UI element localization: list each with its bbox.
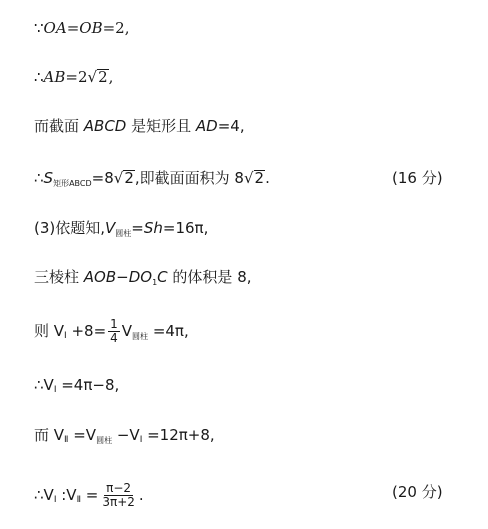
segment-ob: OB: [79, 19, 103, 37]
text-part: 则 V: [34, 322, 65, 340]
line-v2-result: [34, 425, 215, 451]
volume-symbol: V: [121, 322, 133, 340]
text-part: 而截面: [34, 117, 84, 135]
fraction-denominator: 3π+2: [102, 495, 135, 509]
score-16: (16 分): [392, 169, 443, 187]
minus-sign: −: [116, 268, 129, 286]
prism-subscript: 1: [152, 278, 158, 287]
text-part: =V: [68, 426, 97, 444]
volume-subscript: 圆柱: [115, 229, 132, 238]
equals-sign: =: [131, 219, 144, 237]
value-text: =4,: [217, 117, 245, 135]
segment-oa: OA: [43, 19, 67, 37]
text-part: :V: [56, 486, 77, 504]
roman-one: Ⅰ: [139, 435, 143, 445]
line-oa-ob: [34, 18, 129, 38]
prism-aob: AOB: [83, 268, 117, 286]
line-cylinder-volume: [34, 218, 208, 244]
prism-c: C: [157, 268, 168, 286]
line-v1-equation: [34, 318, 189, 347]
text-part: +8=: [66, 322, 107, 340]
line-section-rectangle: [34, 116, 245, 136]
sqrt-radicand: 2: [254, 169, 265, 187]
text-part: 三棱柱: [34, 268, 84, 286]
score-20: (20 分): [392, 483, 443, 501]
volume-symbol: V: [105, 219, 116, 237]
line-ratio: [34, 482, 144, 510]
line-prism-volume: [34, 267, 252, 293]
fraction-numerator: 1: [110, 317, 118, 331]
fraction-numerator: π−2: [106, 481, 132, 495]
shape-abcd: ABCD: [83, 117, 127, 135]
equals-sign: =: [66, 19, 80, 37]
text-part: (3)依题知,: [34, 219, 106, 237]
segment-ab: AB: [43, 68, 66, 86]
line-ab: [34, 67, 113, 87]
text-part: −V: [112, 426, 140, 444]
text-part: 是矩形且: [126, 117, 196, 135]
sqrt-sign: √: [113, 169, 124, 187]
roman-one: Ⅰ: [64, 331, 67, 341]
punctuation: .: [138, 486, 144, 504]
value-text: =2,: [102, 19, 130, 37]
roman-two: Ⅱ: [76, 495, 81, 505]
segment-ad: AD: [195, 117, 218, 135]
value-text: =16π,: [162, 219, 209, 237]
because-symbol: ∵: [34, 19, 44, 37]
value-text: =4π,: [148, 322, 189, 340]
fraction-one-quarter: [108, 318, 120, 345]
area-subscript: 矩形ABCD: [53, 179, 92, 188]
line-v1-result: [34, 375, 119, 400]
value-text: =12π+8,: [142, 426, 215, 444]
text-part: ∴V: [34, 376, 54, 394]
therefore-symbol: ∴: [34, 68, 44, 86]
value-text: =2: [65, 68, 88, 86]
sqrt-sign: √: [87, 68, 98, 86]
text-part: 的体积是 8,: [167, 268, 252, 286]
sqrt-radicand: 2: [124, 169, 134, 187]
fraction-ratio: [100, 482, 137, 509]
text-part: ∴V: [34, 486, 54, 504]
value-text: =4π−8,: [56, 376, 120, 394]
text-part: ,即截面面积为 8: [134, 169, 244, 187]
roman-one: Ⅰ: [53, 385, 57, 395]
line-area: [34, 168, 270, 194]
punctuation: .: [265, 169, 270, 187]
sh-symbol: Sh: [143, 219, 163, 237]
equals-sign: =: [81, 486, 99, 504]
therefore-symbol: ∴: [34, 169, 44, 187]
sqrt-sign: √: [243, 169, 254, 187]
roman-two: Ⅱ: [64, 435, 69, 445]
prism-do: DO: [128, 268, 153, 286]
sqrt-radicand: 2: [98, 68, 108, 86]
text-part: 而 V: [34, 426, 65, 444]
area-symbol: S: [43, 169, 54, 187]
fraction-denominator: 4: [110, 331, 118, 345]
roman-one: Ⅰ: [53, 495, 57, 505]
value-text: =8: [91, 169, 114, 187]
volume-subscript: 圆柱: [132, 332, 149, 341]
punctuation: ,: [108, 68, 114, 86]
volume-subscript: 圆柱: [96, 436, 113, 445]
